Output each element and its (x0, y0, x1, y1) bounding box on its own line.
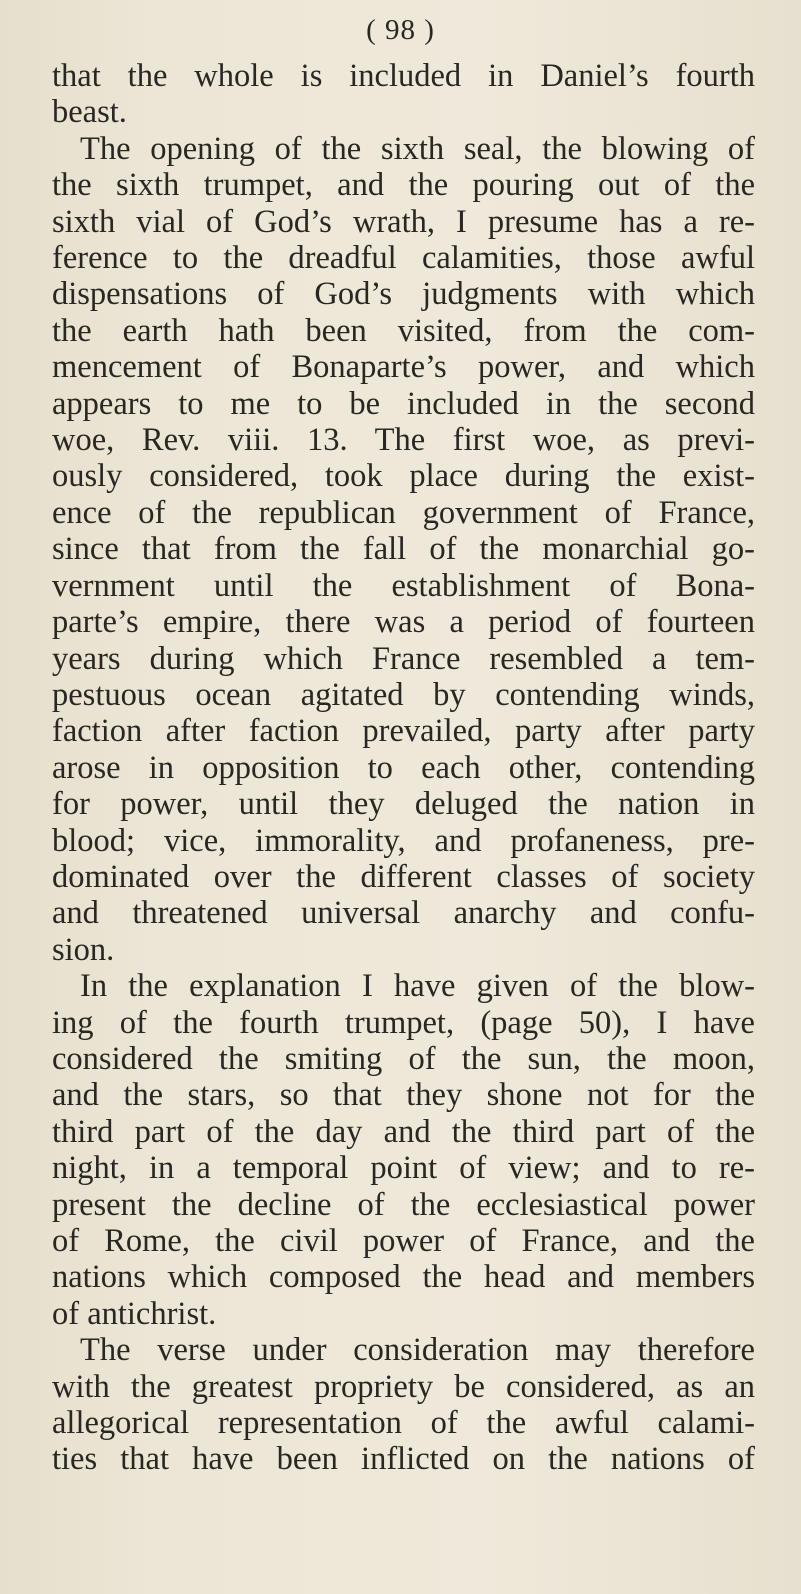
text-line: since that from the fall of the monarchial go- (52, 531, 755, 568)
text-line: the sixth trumpet, and the pouring out of the (52, 167, 755, 204)
text-line: considered the smiting of the sun, the moon, (52, 1040, 755, 1077)
text-line: for power, until they deluged the nation in (52, 786, 755, 823)
text-line: dispensations of God’s judgments with which (52, 276, 755, 313)
text-line: pestuous ocean agitated by contending winds, (52, 676, 755, 713)
text-line: The verse under consideration may therefore (80, 1332, 755, 1369)
text-line: third part of the day and the third part of the (52, 1113, 755, 1150)
text-line: that the whole is included in Daniel’s fourth (52, 58, 755, 94)
text-line: beast. (52, 94, 127, 131)
text-line: ference to the dreadful calamities, those awful (52, 240, 755, 277)
text-line: vernment until the establishment of Bona- (52, 567, 755, 604)
text-line: parte’s empire, there was a period of fourteen (52, 604, 755, 641)
text-line: and the stars, so that they shone not for the (52, 1077, 755, 1114)
paragraph-3 (52, 968, 755, 1332)
text-line: ence of the republican government of France, (52, 494, 755, 531)
text-line: blood; vice, immorality, and profaneness, pre- (52, 822, 755, 859)
text-line: night, in a temporal point of view; and to re- (52, 1150, 755, 1187)
text-line: ties that have been inflicted on the nations of (52, 1441, 755, 1478)
text-line: of Rome, the civil power of France, and the (52, 1223, 755, 1259)
text-line: arose in opposition to each other, contending (52, 749, 755, 786)
paragraph-2 (52, 131, 755, 968)
text-line: the earth hath been visited, from the com- (52, 312, 755, 349)
text-line: allegorical representation of the awful calami- (52, 1405, 755, 1442)
text-line: dominated over the different classes of society (52, 858, 755, 895)
text-line: mencement of Bonaparte’s power, and which (52, 349, 755, 386)
paragraph-4 (52, 1332, 755, 1478)
page-number: ( 98 ) (366, 14, 435, 46)
text-line: sixth vial of God’s wrath, I presume has a re- (52, 203, 755, 240)
text-line: ing of the fourth trumpet, (page 50), I have (52, 1004, 755, 1041)
text-line: ously considered, took place during the exist- (52, 458, 755, 495)
text-line: appears to me to be included in the second (52, 385, 755, 422)
paragraph-1 (52, 58, 755, 131)
text-line: years during which France resembled a tem- (52, 640, 755, 677)
text-line: sion. (52, 931, 115, 968)
text-line: of antichrist. (52, 1295, 217, 1332)
text-line: woe, Rev. viii. 13. The first woe, as previ- (52, 422, 755, 459)
text-line: In the explanation I have given of the blow- (80, 968, 755, 1005)
text-line: with the greatest propriety be considered, as an (52, 1368, 755, 1405)
page-body-text (52, 58, 755, 1478)
text-line: The opening of the sixth seal, the blowing of (80, 130, 755, 167)
text-line: faction after faction prevailed, party after party (52, 713, 755, 750)
text-line: present the decline of the ecclesiastical power (52, 1186, 755, 1223)
text-line: nations which composed the head and members (52, 1259, 755, 1296)
text-line: and threatened universal anarchy and confu- (52, 895, 755, 932)
